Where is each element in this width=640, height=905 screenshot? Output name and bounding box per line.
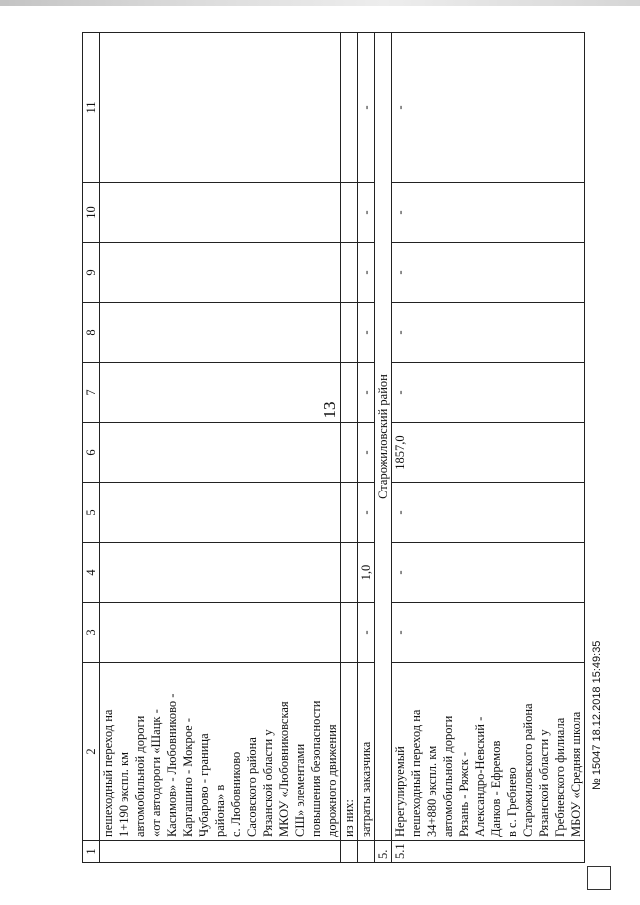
cell — [100, 303, 341, 363]
cell — [100, 183, 341, 243]
header-cell: 2 — [83, 663, 100, 841]
document-registration-footer: № 15047 18.12.2018 15:49:35 — [591, 640, 603, 790]
section-row — [375, 33, 392, 863]
cell: - — [358, 33, 375, 183]
cell: - — [358, 603, 375, 663]
header-cell: 4 — [83, 543, 100, 603]
header-cell: 5 — [83, 483, 100, 543]
cell: - — [358, 183, 375, 243]
cell — [341, 603, 358, 663]
cell — [341, 33, 358, 183]
scan-artifact — [0, 0, 640, 6]
data-table — [82, 32, 585, 863]
table-row — [392, 33, 585, 863]
cell — [100, 603, 341, 663]
cell — [100, 423, 341, 483]
cell — [100, 543, 341, 603]
cell: - — [392, 603, 585, 663]
header-cell: 7 — [83, 363, 100, 423]
page-number: 13 — [320, 401, 339, 419]
header-cell: 11 — [83, 33, 100, 183]
section-title: Старожиловский район — [375, 33, 392, 841]
object-description: Нерегулируемый пешеходный переход на 34+880 экспл. км автомобильной дороги Рязань - Ряжск - Александро-Невский - Данков - Ефремов в с. Гребнево Старожиловского района Рязанской области у Гребневского филиала МБОУ «Средняя школа — [392, 663, 585, 841]
cell: - — [392, 183, 585, 243]
cell — [341, 363, 358, 423]
cell: 1857,0 — [392, 423, 585, 483]
cell: - — [392, 483, 585, 543]
table-row — [341, 33, 358, 863]
header-cell: 10 — [83, 183, 100, 243]
cell: - — [358, 243, 375, 303]
header-cell: 9 — [83, 243, 100, 303]
section-number: 5. — [375, 841, 392, 863]
cell: - — [358, 423, 375, 483]
cell — [100, 243, 341, 303]
cell: 1,0 — [358, 543, 375, 603]
cell: - — [358, 483, 375, 543]
cell — [100, 363, 341, 423]
cell — [341, 543, 358, 603]
object-description: пешеходный переход на 1+190 экспл. км автомобильной дороги «от автодороги «Шацк - Касимов» - Любовниково - Каргашино - Мокрое - Чубарово - граница района» в с. Любовниково Сасовского района Рязанской области у МКОУ «Любовниковская СШ» элементами повышения безопасности дорожного движения — [100, 663, 341, 841]
cell — [341, 183, 358, 243]
cell — [358, 841, 375, 863]
row-label: затраты заказчика — [358, 663, 375, 841]
table-row — [358, 33, 375, 863]
cell — [100, 33, 341, 183]
cell — [100, 483, 341, 543]
cell — [341, 483, 358, 543]
header-cell: 1 — [83, 841, 100, 863]
cell — [341, 243, 358, 303]
cell — [341, 423, 358, 483]
row-label: из них: — [341, 663, 358, 841]
header-cell: 3 — [83, 603, 100, 663]
cell — [100, 841, 341, 863]
cell: - — [392, 33, 585, 183]
cell: - — [392, 303, 585, 363]
cell: - — [392, 363, 585, 423]
header-cell: 8 — [83, 303, 100, 363]
stamp-icon — [587, 866, 611, 890]
table-row — [100, 33, 341, 863]
cell: - — [392, 543, 585, 603]
cell: - — [358, 303, 375, 363]
header-row — [83, 33, 100, 863]
header-cell: 6 — [83, 423, 100, 483]
cell — [341, 303, 358, 363]
cell: - — [358, 363, 375, 423]
cell: - — [392, 243, 585, 303]
row-number: 5.1 — [392, 841, 585, 863]
rotated-table-wrapper — [82, 33, 622, 863]
cell — [341, 841, 358, 863]
